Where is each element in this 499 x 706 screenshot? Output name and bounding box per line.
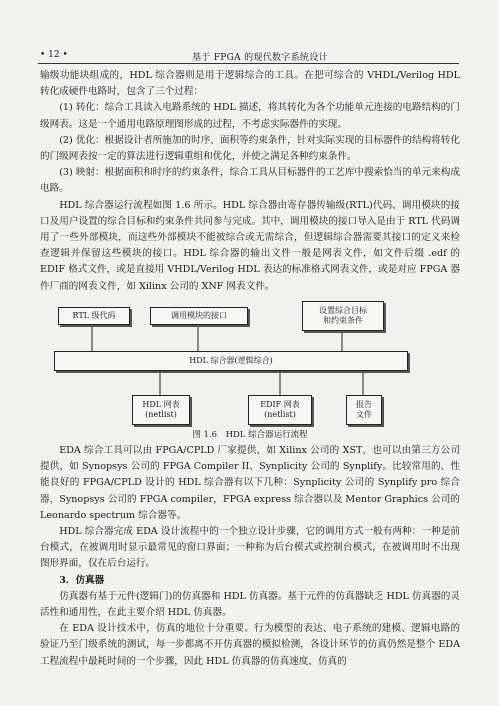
paragraph: EDA 综合工具可以由 FPGA/CPLD 厂家提供，如 Xilinx 公司的 XST，也可以由第三方公司提供，如 Synopsys 公司的 FPGA Compiler II、Synplicity 公司的 Synplify。比较常用的、性能良好的 FPGA/CPLD 设计的 HDL 综合器有以下几种：Synplicity 公司的 Synplify pro 综合器，Synopsys 公司的 FPGA compiler，FPGA express 综合器以及 Mentor Graphics 公司的 Leonardo spectrum 综合器等。 xyxy=(40,445,460,521)
paragraph: 仿真器有基于元件(逻辑门)的仿真器和 HDL 仿真器。基于元件的仿真器缺乏 HDL 仿真器的灵活性和通用性，在此主要介绍 HDL 仿真器。 xyxy=(40,590,460,619)
page-header xyxy=(0,0,499,62)
hdl-synthesizer-box xyxy=(54,351,408,371)
constraints-box xyxy=(302,301,384,331)
synthesis-flow-diagram xyxy=(40,297,460,427)
paragraph: HDL 综合器完成 EDA 设计流程中的一个独立设计步骤，它的调用方式一般有两种：一种是前台模式，在被调用时显示最常见的窗口界面；一种称为后台模式或控制台模式，在被调用时不出现图形界面，仅在后台运行。 xyxy=(40,526,460,570)
hdl-netlist-box xyxy=(132,395,190,425)
paragraph: (3) 映射：根据面积和时序的约束条件，综合工具从目标器件的工艺库中搜索恰当的单元来构成电路。 xyxy=(40,167,460,195)
edif-netlist-sublabel: (netlist) xyxy=(264,409,296,419)
module-interface-box xyxy=(150,307,248,325)
report-file-label-line1: 报告 xyxy=(356,399,372,409)
hdl-netlist-sublabel: (netlist) xyxy=(145,409,177,419)
hdl-netlist-label: HDL 网表 xyxy=(142,399,180,409)
page-number: • 12 • xyxy=(40,50,68,60)
paragraph: (2) 优化：根据设计者所施加的时序、面积等约束条件，针对实际实现的目标器件的结构将转化的门级网表按一定的算法进行逻辑重组和优化，并使之满足各种约束条件。 xyxy=(40,134,460,163)
hdl-synthesizer-label: HDL 综合器(逻辑综合) xyxy=(189,355,273,365)
report-file-label-line2: 文件 xyxy=(356,409,372,419)
constraints-label-line1: 设置综合目标 xyxy=(319,305,367,315)
paragraph: HDL 综合器运行流程如图 1.6 所示。HDL 综合器由寄存器传输级(RTL)代码、调用模块的接口及用户设置的综合目标和约束条件共同参与完成。其中，调用模块的接口导入是由于 RTL 代码调用了一些外部模块，而这些外部模块不能被综合或无需综合，但逻辑综合器需要其接口的定义来检查逻辑并保留这些模块的接口。HDL 综合器的输出文件一般是网表文件，如文件后缀 .edf 的 EDIF 格式文件，或是直接用 VHDL/Verilog HDL 表达的标准格式网表文件，或是对应 FPGA 器件厂商的网表文件，如 Xilinx 公司的 XNF 网表文件。 xyxy=(40,199,460,292)
rtl-code-label: RTL 级代码 xyxy=(72,310,116,320)
page-body xyxy=(40,68,460,670)
paragraph: (1) 转化：综合工具读入电路系统的 HDL 描述，将其转化为各个功能单元连接的电路结构的门级网表。这是一个通用电路原理图形成的过程，不考虑实际器件的实现。 xyxy=(40,102,460,130)
constraints-label-line2: 和约束条件 xyxy=(323,315,363,325)
paragraph: 输级功能块组成的，HDL 综合器则是用于逻辑综合的工具。在把可综合的 VHDL/Verilog HDL 转化成硬件电路时，包含了三个过程： xyxy=(40,70,460,98)
module-interface-label: 调用模块的接口 xyxy=(171,310,227,320)
rtl-code-box xyxy=(58,307,130,325)
header-rule xyxy=(38,63,459,64)
edif-netlist-box xyxy=(248,395,312,425)
running-title: 基于 FPGA 的现代数字系统设计 xyxy=(192,53,328,63)
figure-caption: 图 1.6 HDL 综合器运行流程 xyxy=(192,429,308,440)
report-file-box xyxy=(346,395,382,425)
edif-netlist-label: EDIF 网表 xyxy=(260,399,300,409)
section-heading: 3．仿真器 xyxy=(59,574,105,586)
paragraph: 在 EDA 设计技术中，仿真的地位十分重要。行为模型的表达、电子系统的建模、逻辑电路的验证乃至门级系统的测试，每一步都离不开仿真器的模拟检测，各设计环节的仿真仍然是整个 EDA 工程流程中最耗时间的一个步骤，因此 HDL 仿真器的仿真速度、仿真的 xyxy=(40,623,460,667)
